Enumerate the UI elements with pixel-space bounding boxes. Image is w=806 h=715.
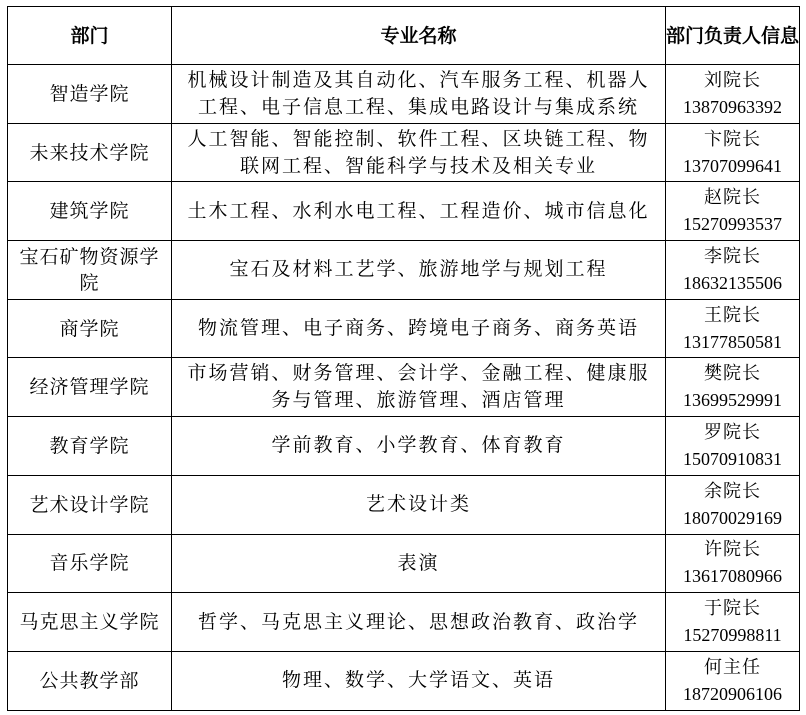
contact-phone: 18070029169 bbox=[683, 507, 782, 528]
contact-name: 于院长 bbox=[704, 598, 761, 620]
table-row bbox=[8, 241, 800, 300]
contact-name: 李院长 bbox=[704, 245, 761, 267]
contact-phone: 13699529991 bbox=[683, 390, 782, 411]
table-row bbox=[8, 534, 800, 593]
dept-cell: 建筑学院 bbox=[8, 182, 172, 241]
contact-name: 刘院长 bbox=[704, 69, 761, 91]
major-cell: 学前教育、小学教育、体育教育 bbox=[172, 417, 666, 476]
contact-phone: 15270998811 bbox=[683, 625, 782, 646]
contact-name: 许院长 bbox=[704, 539, 761, 561]
contact-cell bbox=[666, 241, 800, 300]
table-row bbox=[8, 593, 800, 652]
contact-cell bbox=[666, 123, 800, 182]
contact-cell bbox=[666, 65, 800, 124]
table-row bbox=[8, 417, 800, 476]
contact-name: 樊院长 bbox=[704, 363, 761, 385]
major-cell: 哲学、马克思主义理论、思想政治教育、政治学 bbox=[172, 593, 666, 652]
contact-phone: 15070910831 bbox=[683, 448, 782, 469]
dept-cell: 音乐学院 bbox=[8, 534, 172, 593]
table-row bbox=[8, 299, 800, 358]
major-cell: 土木工程、水利水电工程、工程造价、城市信息化 bbox=[172, 182, 666, 241]
contact-name: 王院长 bbox=[704, 304, 761, 326]
dept-cell: 公共教学部 bbox=[8, 651, 172, 710]
contact-phone: 18632135506 bbox=[683, 272, 782, 293]
dept-cell: 未来技术学院 bbox=[8, 123, 172, 182]
contact-cell bbox=[666, 358, 800, 417]
contact-cell bbox=[666, 651, 800, 710]
table-row bbox=[8, 475, 800, 534]
header-contact: 部门负责人信息 bbox=[666, 7, 800, 65]
table-row bbox=[8, 123, 800, 182]
major-cell: 表演 bbox=[172, 534, 666, 593]
dept-cell: 教育学院 bbox=[8, 417, 172, 476]
dept-cell: 智造学院 bbox=[8, 65, 172, 124]
dept-cell: 艺术设计学院 bbox=[8, 475, 172, 534]
contact-phone: 13707099641 bbox=[683, 155, 782, 176]
table-row bbox=[8, 65, 800, 124]
contact-phone: 13870963392 bbox=[683, 96, 782, 117]
dept-cell: 马克思主义学院 bbox=[8, 593, 172, 652]
table-row bbox=[8, 182, 800, 241]
contact-cell bbox=[666, 417, 800, 476]
header-row bbox=[8, 7, 800, 65]
major-cell: 市场营销、财务管理、会计学、金融工程、健康服务与管理、旅游管理、酒店管理 bbox=[172, 358, 666, 417]
contact-cell bbox=[666, 534, 800, 593]
contact-phone: 18720906106 bbox=[683, 683, 782, 704]
header-major: 专业名称 bbox=[172, 7, 666, 65]
contact-phone: 13177850581 bbox=[683, 331, 782, 352]
contact-name: 卞院长 bbox=[704, 128, 761, 150]
major-cell: 艺术设计类 bbox=[172, 475, 666, 534]
contact-phone: 13617080966 bbox=[683, 566, 782, 587]
contact-name: 何主任 bbox=[704, 656, 761, 678]
major-cell: 人工智能、智能控制、软件工程、区块链工程、物联网工程、智能科学与技术及相关专业 bbox=[172, 123, 666, 182]
major-cell: 宝石及材料工艺学、旅游地学与规划工程 bbox=[172, 241, 666, 300]
contact-cell bbox=[666, 593, 800, 652]
table-row bbox=[8, 358, 800, 417]
table-row bbox=[8, 651, 800, 710]
major-cell: 机械设计制造及其自动化、汽车服务工程、机器人工程、电子信息工程、集成电路设计与集成系统 bbox=[172, 65, 666, 124]
contact-cell bbox=[666, 299, 800, 358]
contact-name: 余院长 bbox=[704, 480, 761, 502]
contact-name: 罗院长 bbox=[704, 421, 761, 443]
dept-cell: 商学院 bbox=[8, 299, 172, 358]
major-cell: 物流管理、电子商务、跨境电子商务、商务英语 bbox=[172, 299, 666, 358]
contact-cell bbox=[666, 475, 800, 534]
dept-cell: 宝石矿物资源学院 bbox=[8, 241, 172, 300]
dept-cell: 经济管理学院 bbox=[8, 358, 172, 417]
contact-name: 赵院长 bbox=[704, 187, 761, 209]
department-table bbox=[7, 6, 800, 711]
header-dept: 部门 bbox=[8, 7, 172, 65]
contact-cell bbox=[666, 182, 800, 241]
major-cell: 物理、数学、大学语文、英语 bbox=[172, 651, 666, 710]
contact-phone: 15270993537 bbox=[683, 214, 782, 235]
